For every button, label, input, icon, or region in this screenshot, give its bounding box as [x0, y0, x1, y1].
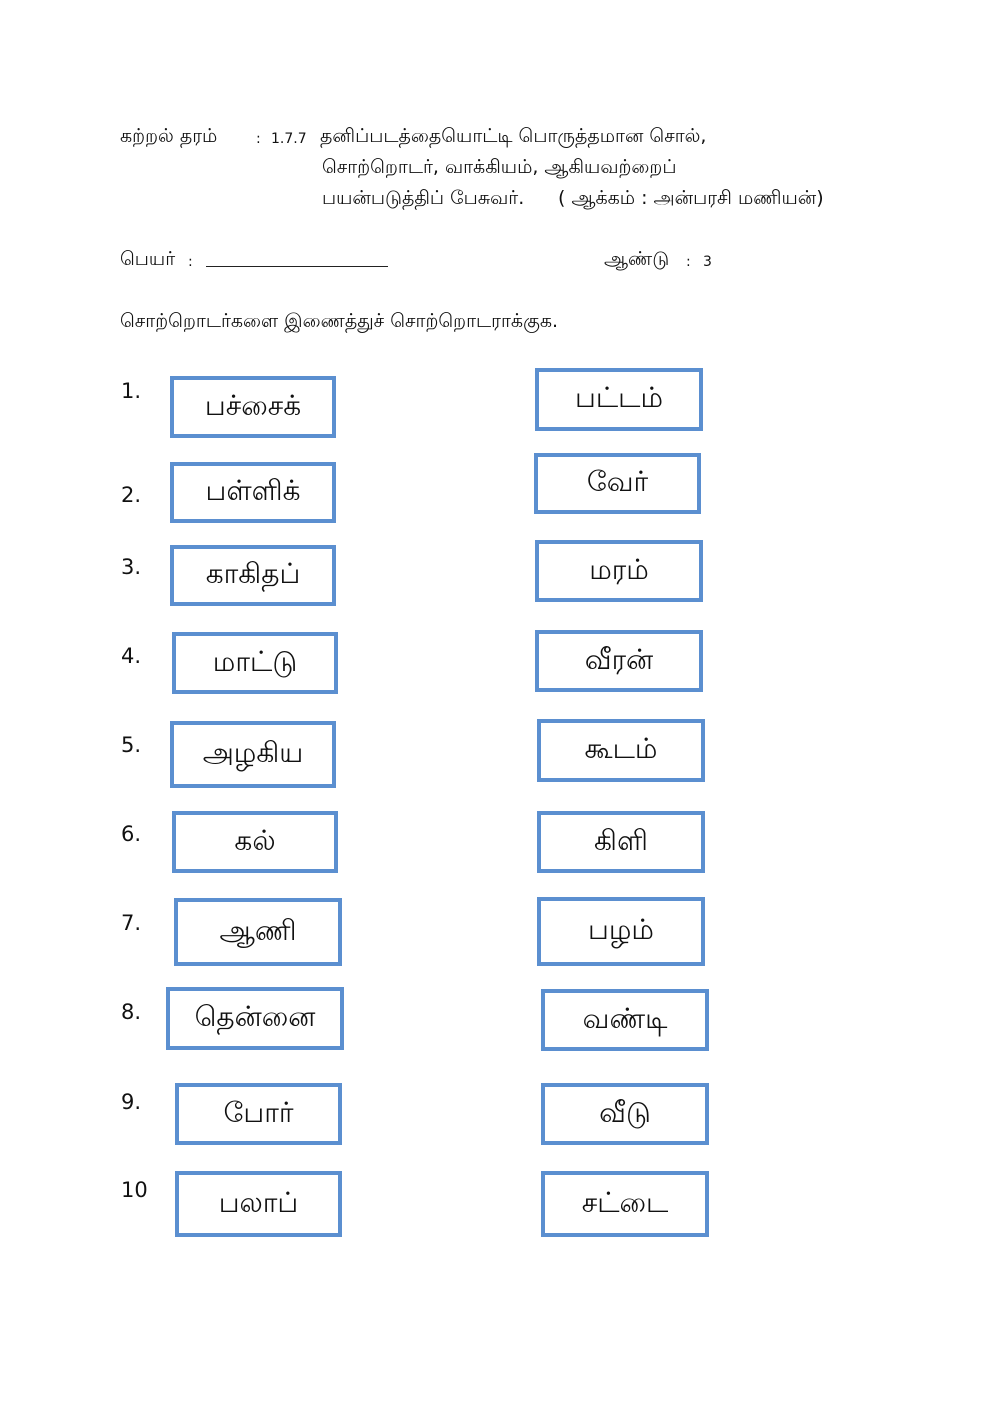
left-word-box[interactable]: போர் [175, 1083, 342, 1145]
name-blank-line[interactable] [206, 266, 388, 267]
learning-standard-line-1: தனிப்படத்தையொட்டி பொருத்தமான சொல், [320, 125, 707, 147]
learning-standard-colon: : [256, 131, 261, 147]
item-number: 1. [121, 379, 142, 403]
left-word-box[interactable]: பச்சைக் [170, 376, 336, 438]
year-value: 3 [703, 254, 712, 270]
author-credit: ( ஆக்கம் : அன்பரசி மணியன்) [558, 187, 824, 209]
item-number: 4. [121, 644, 142, 668]
right-word-box[interactable]: வேர் [534, 453, 701, 514]
item-number: 6. [121, 822, 142, 846]
item-number: 7. [121, 911, 142, 935]
learning-standard-code: 1.7.7 [271, 131, 307, 147]
item-number: 3. [121, 555, 142, 579]
item-number: 9. [121, 1090, 142, 1114]
right-word-box[interactable]: பழம் [537, 897, 705, 966]
year-label: ஆண்டு [604, 248, 670, 270]
right-word-box[interactable]: கூடம் [537, 719, 705, 782]
learning-standard-line-3: பயன்படுத்திப் பேசுவர். [322, 187, 525, 209]
right-word-box[interactable]: கிளி [537, 811, 705, 873]
left-word-box[interactable]: தென்னை [166, 987, 344, 1050]
name-colon: : [188, 254, 193, 270]
left-word-box[interactable]: அழகிய [170, 721, 336, 788]
left-word-box[interactable]: கல் [172, 811, 338, 873]
learning-standard-label: கற்றல் தரம் [120, 125, 218, 147]
right-word-box[interactable]: வண்டி [541, 989, 709, 1051]
right-word-box[interactable]: வீடு [541, 1083, 709, 1145]
right-word-box[interactable]: சட்டை [541, 1171, 709, 1237]
left-word-box[interactable]: ஆணி [174, 898, 342, 966]
left-word-box[interactable]: பள்ளிக் [170, 462, 336, 523]
name-label: பெயர் [120, 248, 176, 270]
right-word-box[interactable]: பட்டம் [535, 368, 703, 431]
right-word-box[interactable]: வீரன் [535, 630, 703, 692]
item-number: 10 [121, 1178, 148, 1202]
left-word-box[interactable]: பலாப் [175, 1171, 342, 1237]
left-word-box[interactable]: மாட்டு [172, 632, 338, 694]
year-colon: : [686, 254, 691, 270]
left-word-box[interactable]: காகிதப் [170, 545, 336, 606]
item-number: 8. [121, 1000, 142, 1024]
item-number: 2. [121, 483, 142, 507]
instruction-text: சொற்றொடர்களை இணைத்துச் சொற்றொடராக்குக. [120, 310, 559, 332]
right-word-box[interactable]: மரம் [535, 540, 703, 602]
learning-standard-line-2: சொற்றொடர், வாக்கியம், ஆகியவற்றைப் [322, 156, 677, 178]
item-number: 5. [121, 733, 142, 757]
